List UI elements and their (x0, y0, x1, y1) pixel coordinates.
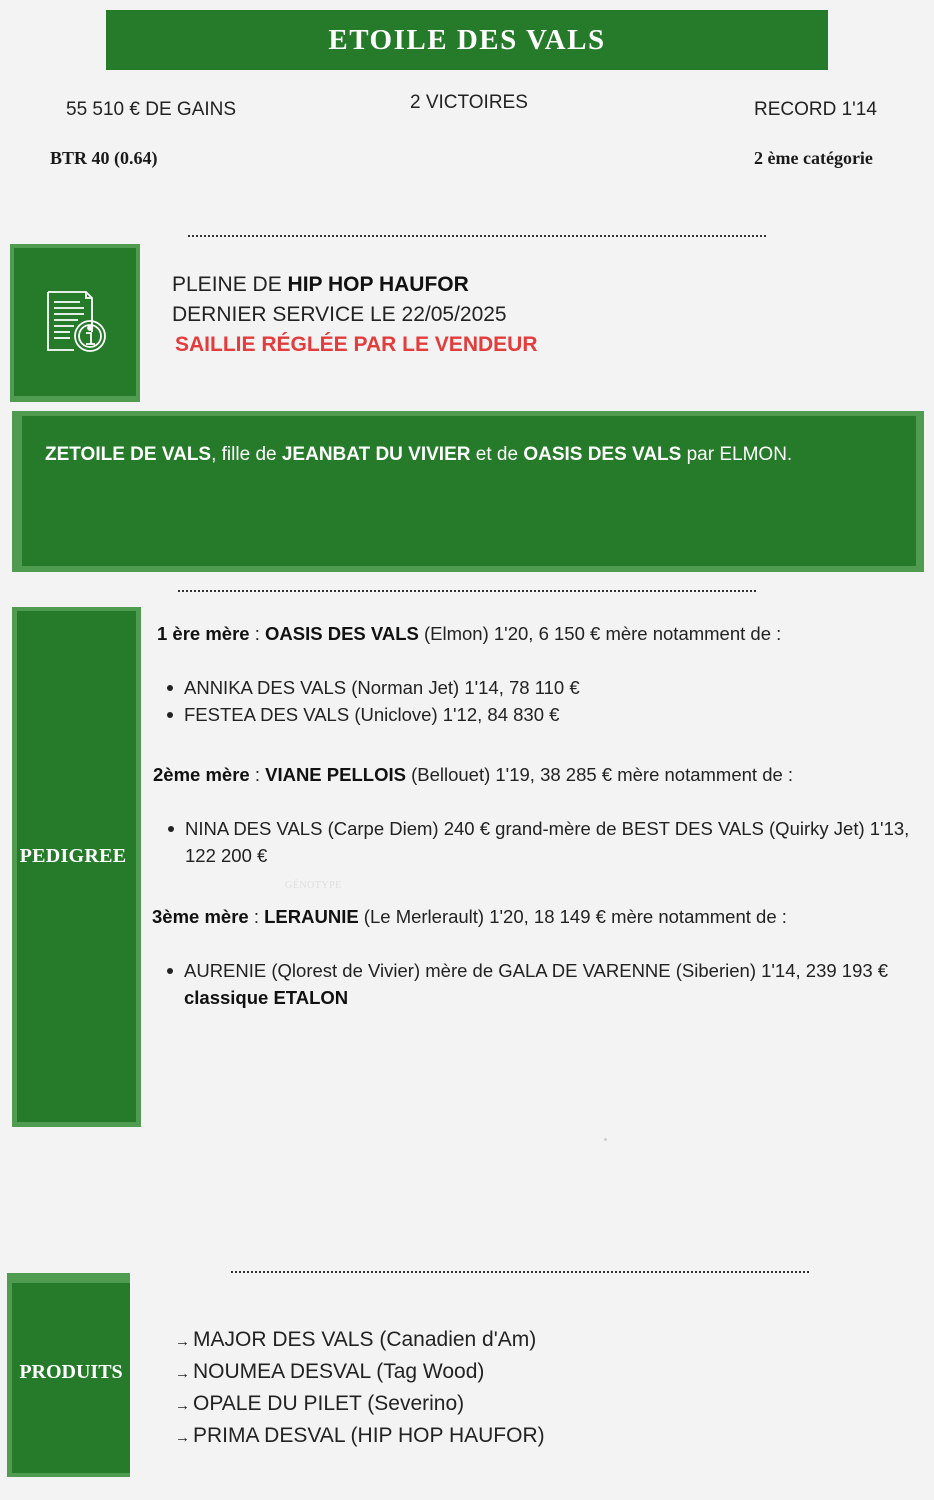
description-box (22, 416, 916, 566)
mother-name: OASIS DES VALS (265, 623, 419, 644)
document-info-icon (40, 288, 112, 358)
product-name: OPALE DU PILET (Severino) (193, 1392, 465, 1415)
arrow-icon: → (175, 1333, 190, 1350)
btr-stat: BTR 40 (0.64) (50, 148, 158, 168)
info-line-1 (172, 270, 538, 300)
mother-2-heading (153, 761, 793, 788)
list-item (162, 957, 927, 1011)
mother-2-children (163, 815, 913, 869)
list-item: NINA DES VALS (Carpe Diem) 240 € grand-mère de BEST DES VALS (Quirky Jet) 1'13, 122 200 € (163, 815, 913, 869)
separator: : (248, 906, 265, 927)
divider (188, 235, 766, 237)
father-name: JEANBAT DU VIVIER (281, 444, 471, 465)
description-connector: et de (470, 444, 524, 465)
arrow-icon: → (175, 1429, 190, 1446)
gains-stat: 55 510 € DE GAINS (66, 99, 237, 120)
title-banner (106, 10, 828, 70)
divider (178, 590, 756, 592)
produits-label: PRODUITS (19, 1361, 123, 1383)
mother-name: VIANE PELLOIS (265, 764, 406, 785)
produits-list (175, 1325, 545, 1453)
categorie-stat: 2 ème catégorie (754, 148, 873, 168)
product-name: PRIMA DESVAL (HIP HOP HAUFOR) (193, 1424, 545, 1447)
list-item (175, 1389, 545, 1421)
list-item-text: AURENIE (Qlorest de Vivier) mère de GALA DE VARENNE (Siberien) 1'14, 239 193 € (184, 960, 889, 981)
description-connector: , fille de (211, 444, 282, 465)
mother-rank: 1 ère mère (157, 623, 250, 644)
mother-1-heading (157, 620, 781, 647)
info-line-1-prefix: PLEINE DE (172, 273, 288, 296)
list-item (175, 1357, 545, 1389)
mother-3-heading (152, 903, 787, 930)
separator: : (249, 623, 265, 644)
list-item: FESTEA DES VALS (Uniclove) 1'12, 84 830 € (162, 701, 902, 728)
mother-3-children (162, 957, 927, 1011)
stallion-name: HIP HOP HAUFOR (287, 273, 469, 296)
mother-detail: (Le Merlerault) 1'20, 18 149 € mère notamment de : (358, 906, 787, 927)
list-item-highlight: classique ETALON (184, 987, 349, 1008)
arrow-icon: → (175, 1365, 190, 1382)
product-name: NOUMEA DESVAL (Tag Wood) (193, 1360, 485, 1383)
mother-name: LERAUNIE (264, 906, 359, 927)
list-item: ANNIKA DES VALS (Norman Jet) 1'14, 78 110 € (162, 674, 902, 701)
info-lines (172, 270, 538, 360)
product-name: MAJOR DES VALS (Canadien d'Am) (193, 1328, 537, 1351)
victoires-stat: 2 VICTOIRES (410, 92, 528, 113)
horse-name: ZETOILE DE VALS (45, 444, 212, 465)
record-stat: RECORD 1'14 (754, 99, 877, 120)
mother-rank: 3ème mère (152, 906, 249, 927)
watermark-text: GÉNOTYPE (285, 880, 342, 891)
mother-name: OASIS DES VALS (523, 444, 682, 465)
pedigree-label: PEDIGREE (19, 845, 127, 867)
info-line-2: DERNIER SERVICE LE 22/05/2025 (172, 303, 507, 326)
divider (231, 1271, 809, 1273)
arrow-icon: → (175, 1397, 190, 1414)
mother-detail: (Elmon) 1'20, 6 150 € mère notamment de : (418, 623, 782, 644)
separator: : (249, 764, 266, 785)
list-item (175, 1325, 545, 1357)
description-connector: par ELMON. (681, 444, 793, 465)
description-text (45, 442, 905, 468)
info-line-3: SAILLIE RÉGLÉE PAR LE VENDEUR (175, 333, 538, 356)
mother-rank: 2ème mère (153, 764, 250, 785)
page-title: ETOILE DES VALS (328, 24, 606, 56)
decorative-dot (604, 1138, 607, 1141)
mother-1-children (162, 674, 902, 728)
list-item (175, 1421, 545, 1453)
mother-detail: (Bellouet) 1'19, 38 285 € mère notamment de : (405, 764, 794, 785)
